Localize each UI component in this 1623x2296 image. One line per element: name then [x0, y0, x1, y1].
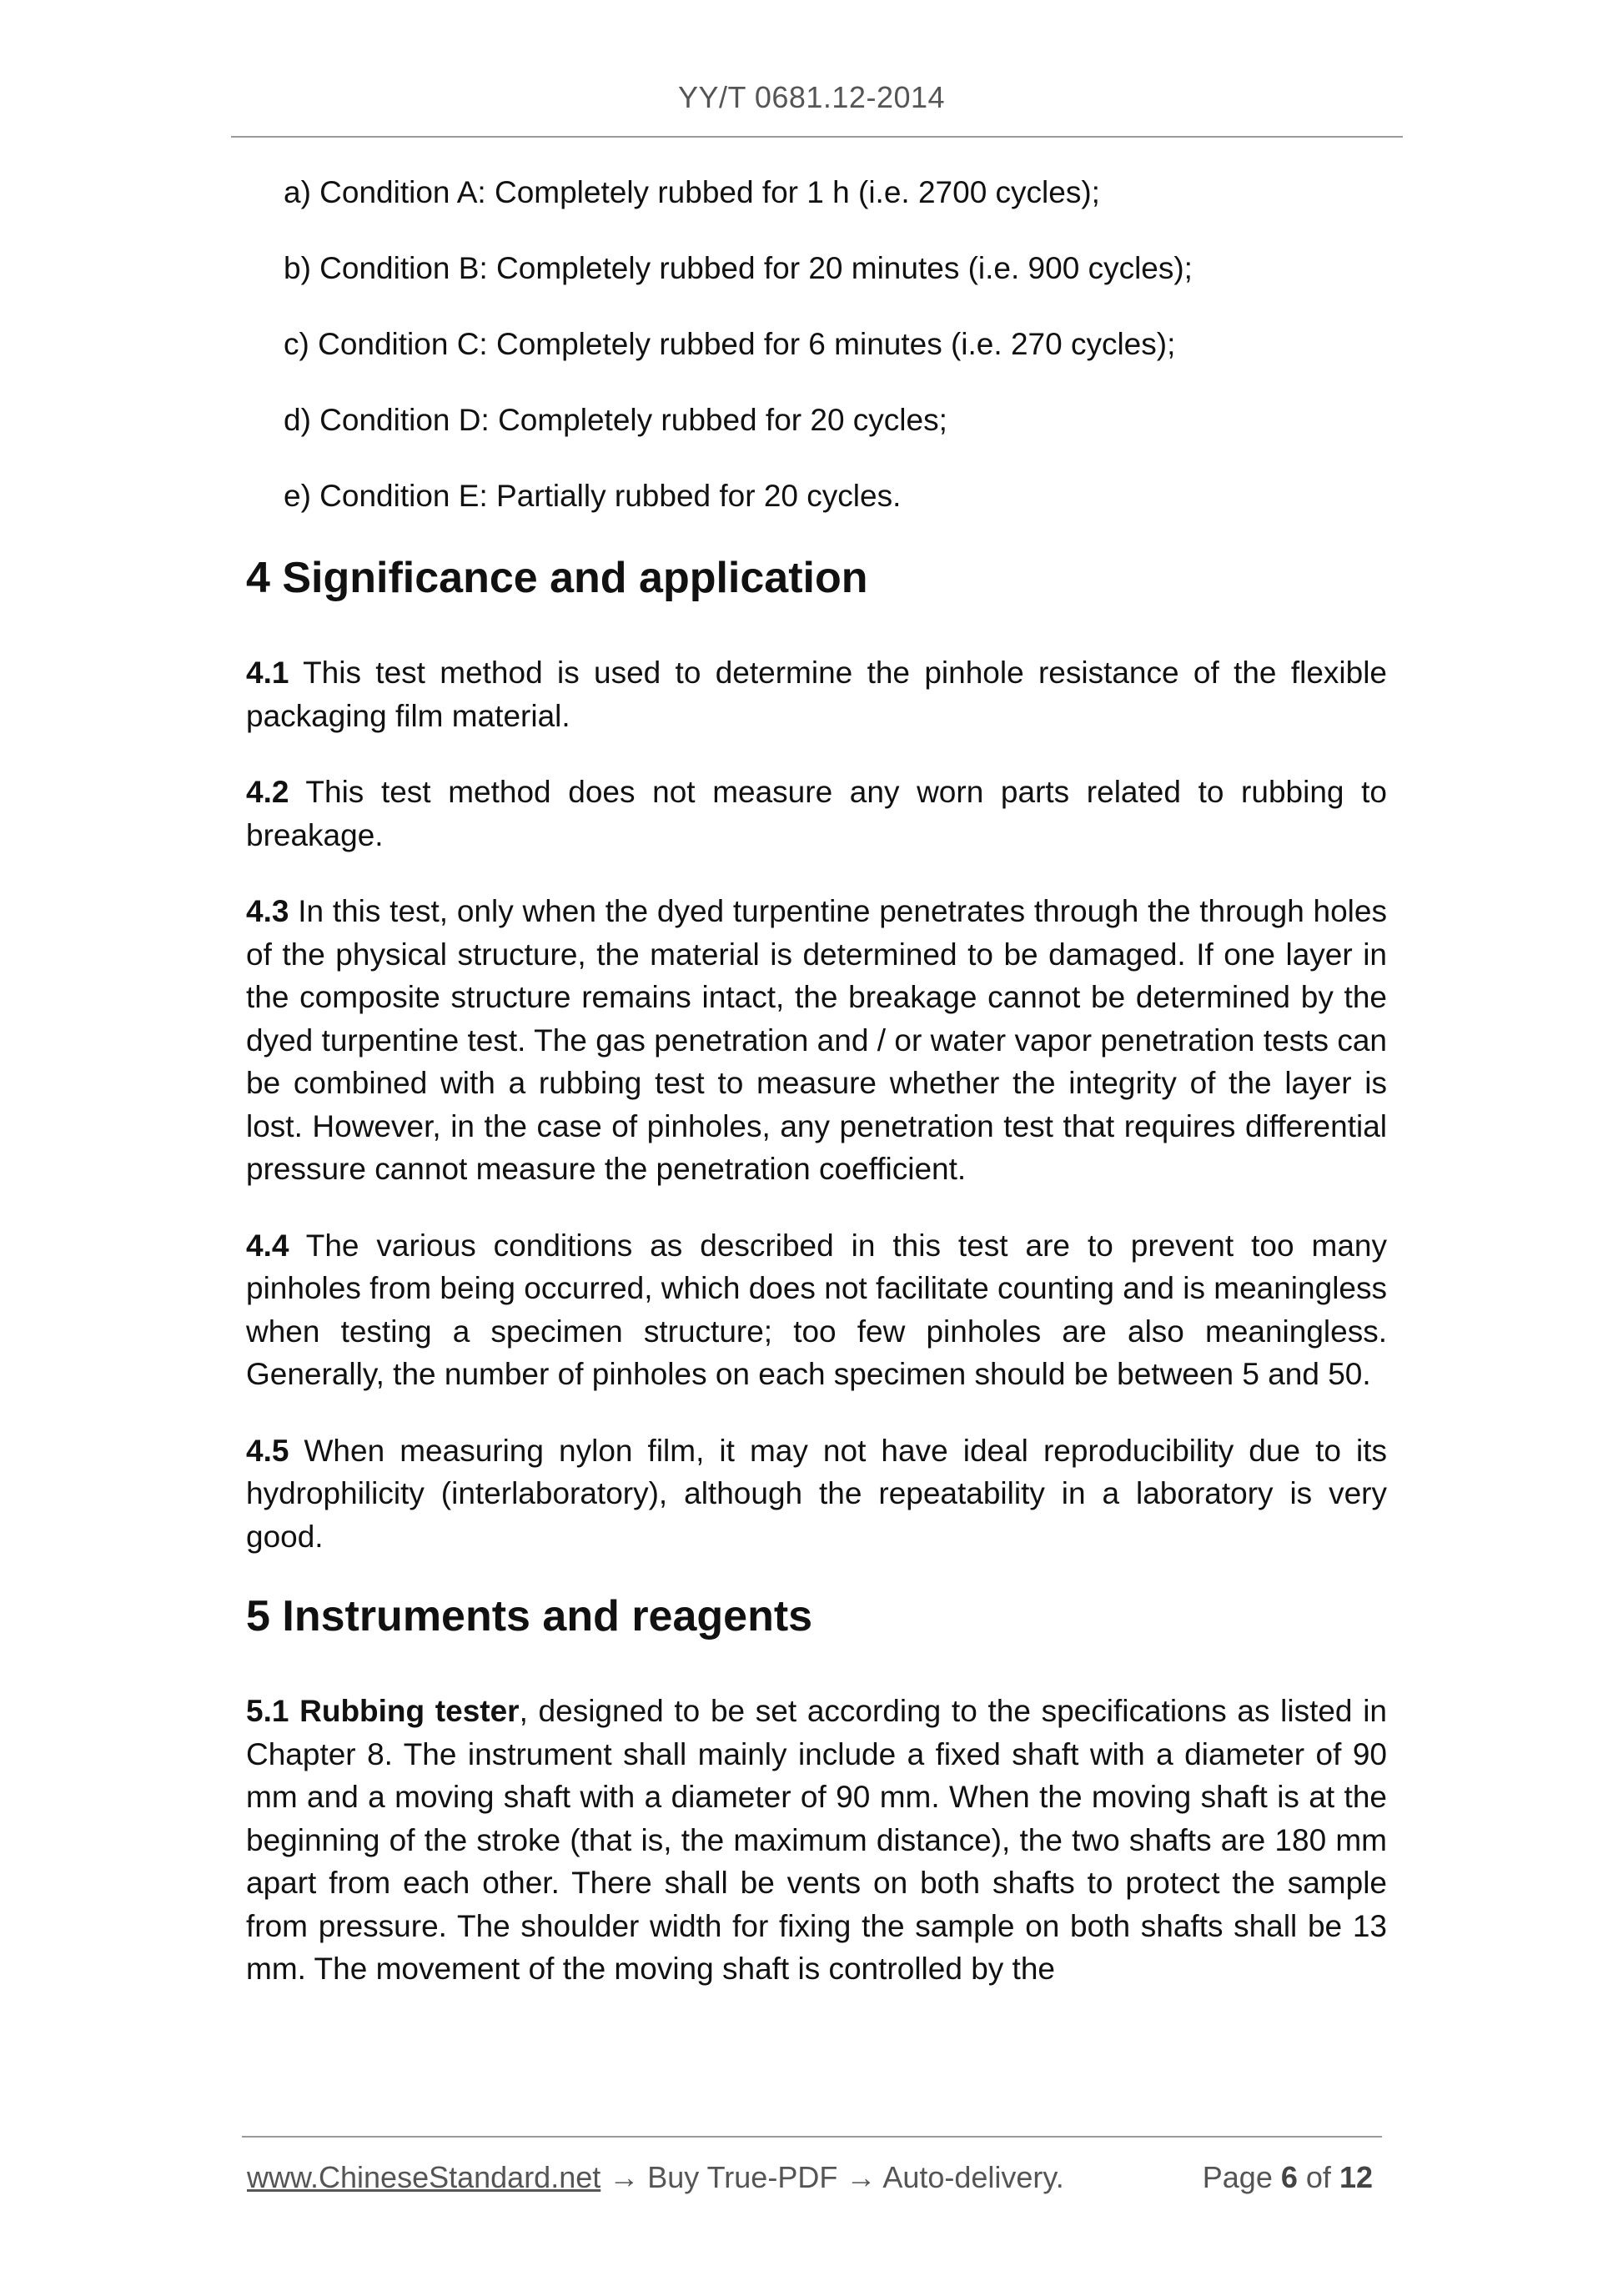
page-label: Page — [1202, 2160, 1273, 2194]
page-footer — [247, 2160, 1381, 2195]
of-label: of — [1305, 2160, 1331, 2194]
conditions-list — [246, 171, 1387, 518]
page-indicator — [1203, 2160, 1373, 2195]
clause-4-5 — [246, 1429, 1387, 1559]
clause-number: 4.4 — [246, 1228, 289, 1263]
clause-number-title: 5.1 Rubbing tester — [246, 1694, 520, 1728]
document-id-header: YY/T 0681.12-2014 — [677, 80, 946, 114]
condition-item: c) Condition C: Completely rubbed for 6 minutes (i.e. 270 cycles); — [284, 327, 1176, 361]
condition-item: e) Condition E: Partially rubbed for 20 cycles. — [284, 479, 902, 513]
clause-number: 4.5 — [246, 1433, 289, 1468]
clause-text: When measuring nylon film, it may not have ideal reproducibility due to its hydrophilicity (interlaboratory), although the repeatability in a laboratory is very good. — [246, 1433, 1387, 1554]
page-content — [246, 171, 1387, 2024]
total-page-count: 12 — [1339, 2160, 1373, 2194]
condition-item: b) Condition B: Completely rubbed for 20 minutes (i.e. 900 cycles); — [284, 251, 1193, 285]
clause-text: This test method does not measure any worn parts related to rubbing to breakage. — [246, 775, 1387, 852]
footer-tagline: → Buy True-PDF → Auto-delivery. — [600, 2160, 1064, 2194]
clause-number: 4.1 — [246, 656, 289, 690]
condition-item: a) Condition A: Completely rubbed for 1 h (i.e. 2700 cycles); — [284, 175, 1100, 209]
clause-4-2 — [246, 771, 1387, 857]
clause-4-4 — [246, 1224, 1387, 1396]
clause-5-1 — [246, 1690, 1387, 1991]
clause-text: The various conditions as described in this test are to prevent too many pinholes from being occurred, which does not facilitate counting and is meaningless when testing a specimen structure; too few pinholes are also meaningless. Generally, the number of pinholes on each specimen should be between 5 and 50. — [246, 1228, 1387, 1391]
header-divider — [231, 136, 1403, 138]
clause-text: , designed to be set according to the specifications as listed in Chapter 8. The instrument shall mainly include a fixed shaft with a diameter of 90 mm and a moving shaft with a diameter of 90 mm. When the moving shaft is at the beginning of the stroke (that is, the maximum distance), the two shafts are 180 mm apart from each other. There shall be vents on both shafts to protect the sample from pressure. The shoulder width for fixing the sample on both shafts shall be 13 mm. The movement of the moving shaft is controlled by the — [246, 1694, 1387, 1986]
section-4-heading: 4 Significance and application — [246, 554, 868, 602]
clause-number: 4.2 — [246, 775, 289, 809]
footer-divider — [242, 2136, 1382, 2138]
clause-text: This test method is used to determine the pinhole resistance of the flexible packaging film material. — [246, 656, 1387, 733]
clause-4-3 — [246, 890, 1387, 1191]
current-page-number: 6 — [1280, 2160, 1298, 2194]
condition-item: d) Condition D: Completely rubbed for 20 cycles; — [284, 403, 947, 437]
clause-4-1 — [246, 651, 1387, 737]
clause-number: 4.3 — [246, 894, 289, 928]
footer-left — [247, 2160, 1064, 2194]
section-5-heading: 5 Instruments and reagents — [246, 1592, 813, 1640]
website-link[interactable]: www.ChineseStandard.net — [247, 2160, 601, 2194]
clause-text: In this test, only when the dyed turpentine penetrates through the through holes of the physical structure, the material is determined to be damaged. If one layer in the composite structure remains intact, the breakage cannot be determined by the dyed turpentine test. The gas penetration and / or water vapor penetration tests can be combined with a rubbing test to measure whether the integrity of the layer is lost. However, in the case of pinholes, any penetration test that requires differential pressure cannot measure the penetration coefficient. — [246, 894, 1387, 1186]
